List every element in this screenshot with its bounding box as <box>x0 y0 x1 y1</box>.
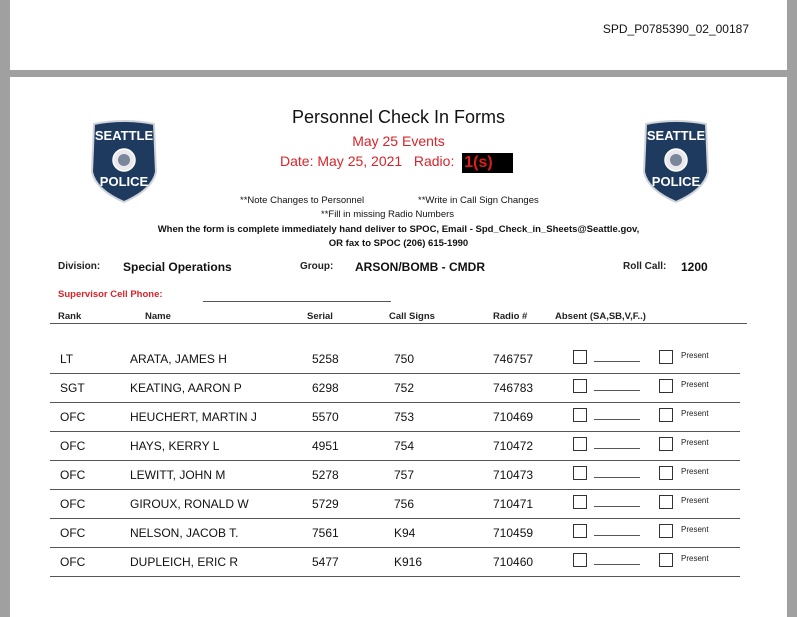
table-row <box>50 344 740 374</box>
form-title: Personnel Check In Forms <box>291 107 506 127</box>
present-label: Present <box>681 438 709 447</box>
table-row <box>50 547 740 577</box>
header-rank: Rank <box>58 311 82 322</box>
instruction-line-1: When the form is complete immediately hand deliver to SPOC, Email - Spd_Check_in_Sheets@Seattle.gov, <box>157 224 640 235</box>
previous-page-fragment <box>10 0 787 70</box>
absent-checkbox[interactable] <box>573 350 587 364</box>
present-label: Present <box>681 467 709 476</box>
badge-text-bottom: POLICE <box>651 174 701 189</box>
rank-cell: LT <box>60 352 74 366</box>
present-label: Present <box>681 380 709 389</box>
table-row <box>50 460 740 490</box>
radio-label: Radio: <box>413 153 455 169</box>
rank-cell: OFC <box>60 555 86 569</box>
absent-checkbox[interactable] <box>573 495 587 509</box>
call-sign-cell: 750 <box>394 352 415 366</box>
rank-cell: OFC <box>60 526 86 540</box>
table-row <box>50 373 740 403</box>
division-label: Division: <box>58 261 101 272</box>
present-checkbox[interactable] <box>659 466 673 480</box>
division-value: Special Operations <box>123 260 232 274</box>
present-label: Present <box>681 554 709 563</box>
radio-cell: 710473 <box>493 468 534 482</box>
badge-text-bottom: POLICE <box>99 174 149 189</box>
radio-cell: 710469 <box>493 410 534 424</box>
rank-cell: OFC <box>60 410 86 424</box>
absent-reason-field[interactable] <box>594 448 640 449</box>
call-sign-cell: 753 <box>394 410 415 424</box>
absent-checkbox[interactable] <box>573 437 587 451</box>
present-checkbox[interactable] <box>659 524 673 538</box>
call-sign-cell: K94 <box>394 526 416 540</box>
serial-cell: 5258 <box>312 352 339 366</box>
call-sign-cell: K916 <box>394 555 423 569</box>
radio-cell: 710459 <box>493 526 534 540</box>
absent-reason-field[interactable] <box>594 390 640 391</box>
absent-checkbox[interactable] <box>573 524 587 538</box>
radio-cell: 710460 <box>493 555 534 569</box>
serial-cell: 5278 <box>312 468 339 482</box>
bates-number: SPD_P0785390_02_00187 <box>602 22 749 36</box>
header-divider <box>50 323 747 324</box>
present-checkbox[interactable] <box>659 408 673 422</box>
present-label: Present <box>681 351 709 360</box>
rank-cell: OFC <box>60 439 86 453</box>
call-sign-cell: 756 <box>394 497 415 511</box>
header-name: Name <box>145 311 171 322</box>
name-cell: DUPLEICH, ERIC R <box>130 555 239 569</box>
serial-cell: 5570 <box>312 410 339 424</box>
badge-text-top: SEATTLE <box>646 128 706 143</box>
radio-cell: 710471 <box>493 497 534 511</box>
table-row <box>50 518 740 548</box>
instruction-line-2: OR fax to SPOC (206) 615-1990 <box>328 238 469 249</box>
serial-cell: 6298 <box>312 381 339 395</box>
absent-reason-field[interactable] <box>594 506 640 507</box>
note-call-sign: **Write in Call Sign Changes <box>418 195 539 206</box>
call-sign-cell: 754 <box>394 439 415 453</box>
radio-cell: 746783 <box>493 381 534 395</box>
date-radio-line <box>280 153 513 173</box>
table-row <box>50 402 740 432</box>
absent-reason-field[interactable] <box>594 535 640 536</box>
header-radio: Radio # <box>493 311 528 322</box>
header-serial: Serial <box>307 311 333 322</box>
name-cell: HEUCHERT, MARTIN J <box>130 410 257 424</box>
name-cell: LEWITT, JOHN M <box>130 468 226 482</box>
radio-value-redacted: 1(s) <box>462 153 512 173</box>
present-checkbox[interactable] <box>659 350 673 364</box>
absent-reason-field[interactable] <box>594 477 640 478</box>
date-label: Date: May 25, 2021 <box>280 153 403 169</box>
name-cell: ARATA, JAMES H <box>130 352 227 366</box>
radio-cell: 746757 <box>493 352 534 366</box>
rollcall-label: Roll Call: <box>623 261 667 272</box>
rank-cell: OFC <box>60 468 86 482</box>
serial-cell: 5477 <box>312 555 339 569</box>
name-cell: KEATING, AARON P <box>130 381 242 395</box>
present-label: Present <box>681 496 709 505</box>
group-label: Group: <box>300 261 334 272</box>
badge-text-top: SEATTLE <box>94 128 154 143</box>
supervisor-phone-field[interactable] <box>203 301 391 302</box>
group-value: ARSON/BOMB - CMDR <box>355 260 485 274</box>
present-checkbox[interactable] <box>659 495 673 509</box>
supervisor-phone-label: Supervisor Cell Phone: <box>58 289 163 300</box>
present-checkbox[interactable] <box>659 553 673 567</box>
rollcall-value: 1200 <box>681 260 708 274</box>
table-row <box>50 431 740 461</box>
form-subtitle: May 25 Events <box>352 133 445 149</box>
check-in-form-page <box>10 77 787 617</box>
present-label: Present <box>681 409 709 418</box>
table-row <box>50 489 740 519</box>
header-call-signs: Call Signs <box>389 311 435 322</box>
absent-checkbox[interactable] <box>573 408 587 422</box>
present-checkbox[interactable] <box>659 379 673 393</box>
absent-reason-field[interactable] <box>594 361 640 362</box>
absent-reason-field[interactable] <box>594 419 640 420</box>
absent-checkbox[interactable] <box>573 379 587 393</box>
name-cell: NELSON, JACOB T. <box>130 526 239 540</box>
name-cell: HAYS, KERRY L <box>130 439 220 453</box>
serial-cell: 5729 <box>312 497 339 511</box>
serial-cell: 4951 <box>312 439 339 453</box>
serial-cell: 7561 <box>312 526 339 540</box>
absent-reason-field[interactable] <box>594 564 640 565</box>
note-personnel: **Note Changes to Personnel <box>240 195 365 206</box>
absent-checkbox[interactable] <box>573 553 587 567</box>
note-radio-numbers: **Fill in missing Radio Numbers <box>321 209 455 220</box>
call-sign-cell: 757 <box>394 468 415 482</box>
name-cell: GIROUX, RONALD W <box>130 497 249 511</box>
present-label: Present <box>681 525 709 534</box>
radio-cell: 710472 <box>493 439 534 453</box>
present-checkbox[interactable] <box>659 437 673 451</box>
rank-cell: SGT <box>60 381 85 395</box>
header-absent: Absent (SA,SB,V,F..) <box>555 311 646 322</box>
call-sign-cell: 752 <box>394 381 415 395</box>
rank-cell: OFC <box>60 497 86 511</box>
absent-checkbox[interactable] <box>573 466 587 480</box>
